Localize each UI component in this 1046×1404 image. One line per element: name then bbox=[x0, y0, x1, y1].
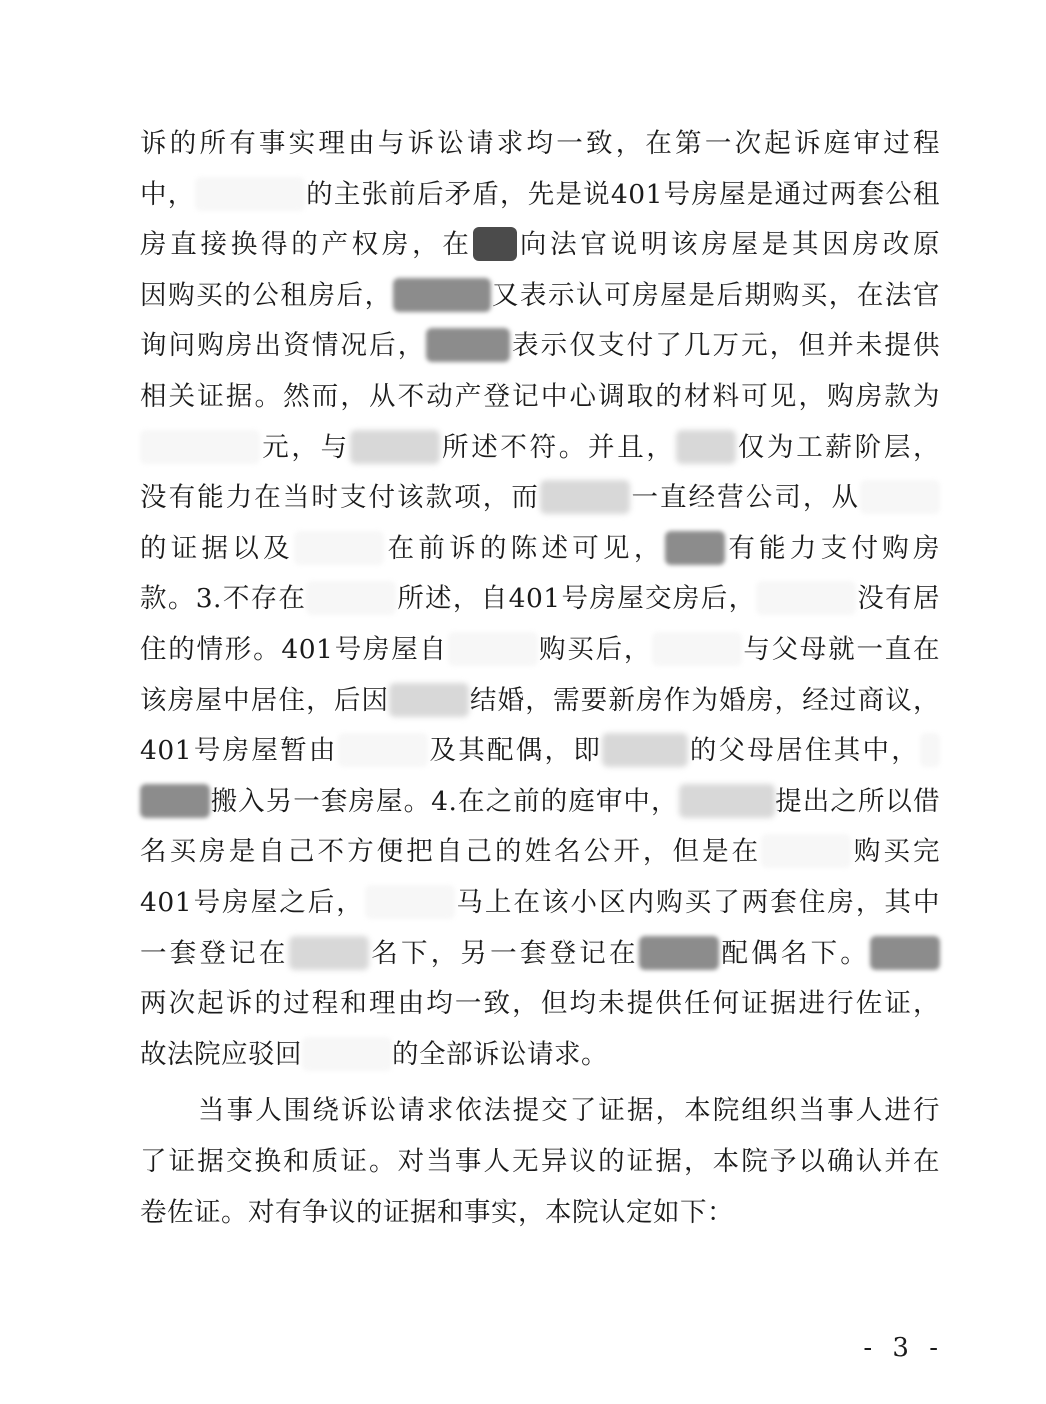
text-segment: 询问购房出资情况后， bbox=[140, 330, 427, 362]
text-segment: 没有能力在当时支付该款项，而 bbox=[140, 482, 540, 514]
text-line bbox=[140, 630, 940, 670]
text-line bbox=[140, 175, 940, 215]
text-line bbox=[140, 478, 940, 518]
redaction-mark bbox=[306, 581, 396, 615]
text-line bbox=[198, 1091, 940, 1131]
redaction-mark bbox=[302, 1037, 392, 1071]
redaction-mark bbox=[676, 430, 736, 464]
text-segment: 一套登记在 bbox=[140, 937, 289, 969]
text-line bbox=[140, 731, 940, 771]
redaction-mark bbox=[652, 632, 742, 666]
text-segment: 有能力支付购房 bbox=[724, 532, 941, 564]
redaction-mark bbox=[473, 227, 517, 261]
redaction-mark bbox=[448, 632, 538, 666]
text-segment: 搬入另一套房屋。4.在之前的庭审中， bbox=[210, 785, 679, 817]
redaction-mark bbox=[920, 733, 940, 767]
redaction-mark bbox=[860, 480, 940, 514]
redaction-mark bbox=[140, 430, 260, 464]
text-line bbox=[140, 428, 940, 468]
text-line bbox=[140, 883, 940, 923]
text-line bbox=[140, 681, 940, 721]
text-segment: 房直接换得的产权房，在 bbox=[140, 229, 473, 261]
text-segment: 的全部诉讼请求。 bbox=[392, 1038, 608, 1070]
text-segment: 配偶名下。 bbox=[718, 937, 871, 969]
text-segment: 及其配偶，即 bbox=[427, 735, 603, 767]
text-line bbox=[140, 984, 940, 1024]
redaction-mark bbox=[389, 683, 469, 717]
text-segment: 结婚，需要新房作为婚房，经过商议， bbox=[469, 684, 941, 716]
text-segment: 401号房屋暂由 bbox=[140, 735, 338, 767]
text-line bbox=[140, 832, 940, 872]
text-segment: 向法官说明该房屋是其因房改原 bbox=[516, 229, 941, 261]
text-segment: 住的情形。401号房屋自 bbox=[140, 634, 448, 665]
redaction-mark bbox=[365, 885, 455, 919]
text-segment: 名下，另一套登记在 bbox=[368, 937, 639, 969]
text-segment: 卷佐证。对有争议的证据和事实，本院认定如下： bbox=[140, 1196, 734, 1228]
text-segment: 在前诉的陈述可见， bbox=[383, 532, 665, 564]
text-segment: 的父母居住其中， bbox=[688, 735, 921, 767]
text-segment: 购买后， bbox=[537, 634, 653, 665]
text-segment: 该房屋中居住，后因 bbox=[140, 684, 390, 716]
text-segment: 的主张前后矛盾，先是说401号房屋是通过两套公租 bbox=[305, 178, 940, 210]
text-line bbox=[140, 782, 940, 822]
text-line bbox=[140, 934, 940, 974]
text-segment: 表示仅支付了几万元，但并未提供 bbox=[510, 330, 941, 362]
redaction-mark bbox=[756, 581, 856, 615]
text-line bbox=[140, 377, 940, 417]
text-line bbox=[140, 326, 940, 366]
redaction-mark bbox=[540, 480, 630, 514]
text-segment: 了证据交换和质证。对当事人无异议的证据，本院予以确认并在 bbox=[140, 1146, 940, 1177]
redaction-mark bbox=[870, 936, 940, 970]
text-segment: 的证据以及 bbox=[140, 532, 294, 564]
text-segment: 相关证据。然而，从不动产登记中心调取的材料可见，购房款为 bbox=[140, 381, 940, 412]
text-segment: 名买房是自己不方便把自己的姓名公开，但是在 bbox=[140, 836, 762, 868]
text-line bbox=[140, 529, 940, 569]
text-segment: 款。3.不存在 bbox=[140, 583, 307, 615]
redaction-mark bbox=[393, 278, 491, 312]
text-line bbox=[140, 1035, 940, 1075]
text-segment: 两次起诉的过程和理由均一致，但均未提供任何证据进行佐证， bbox=[140, 988, 940, 1020]
page-number: - 3 - bbox=[863, 1333, 944, 1363]
text-segment: 因购买的公租房后， bbox=[140, 279, 393, 311]
redaction-mark bbox=[761, 834, 851, 868]
text-segment: 中， bbox=[140, 178, 196, 210]
text-segment: 诉的所有事实理由与诉讼请求均一致，在第一次起诉庭审过程 bbox=[140, 128, 940, 159]
redaction-mark bbox=[338, 733, 428, 767]
redaction-mark bbox=[350, 430, 440, 464]
text-line bbox=[140, 1142, 940, 1182]
text-segment: 与父母就一直在 bbox=[742, 634, 940, 665]
redaction-mark bbox=[289, 936, 369, 970]
text-segment: 元，与 bbox=[260, 431, 350, 463]
redaction-mark bbox=[639, 936, 719, 970]
text-segment: 所述不符。并且， bbox=[439, 431, 676, 463]
redaction-mark bbox=[679, 784, 775, 818]
text-segment: 没有居 bbox=[856, 583, 940, 615]
text-segment: 所述，自401号房屋交房后， bbox=[396, 583, 757, 615]
text-segment: 当事人围绕诉讼请求依法提交了证据，本院组织当事人进行 bbox=[198, 1095, 940, 1127]
text-segment: 又表示认可房屋是后期购买，在法官 bbox=[490, 279, 941, 311]
text-segment: 故法院应驳回 bbox=[140, 1038, 302, 1070]
text-segment: 马上在该小区内购买了两套住房，其中 bbox=[454, 887, 941, 918]
text-line bbox=[140, 225, 940, 265]
text-line bbox=[140, 1193, 940, 1233]
redaction-mark bbox=[195, 177, 305, 211]
redaction-mark bbox=[426, 328, 510, 362]
text-line bbox=[140, 579, 940, 619]
text-segment: 购买完 bbox=[851, 836, 941, 868]
text-segment: 仅为工薪阶层， bbox=[735, 431, 941, 463]
redaction-mark bbox=[294, 531, 384, 565]
text-line bbox=[140, 276, 940, 316]
text-segment: 一直经营公司，从 bbox=[629, 482, 861, 514]
text-segment: 401号房屋之后， bbox=[140, 887, 365, 918]
text-line bbox=[140, 124, 940, 164]
redaction-mark bbox=[665, 531, 725, 565]
redaction-mark bbox=[602, 733, 688, 767]
redaction-mark bbox=[140, 784, 210, 818]
text-segment: 提出之所以借 bbox=[774, 785, 940, 817]
